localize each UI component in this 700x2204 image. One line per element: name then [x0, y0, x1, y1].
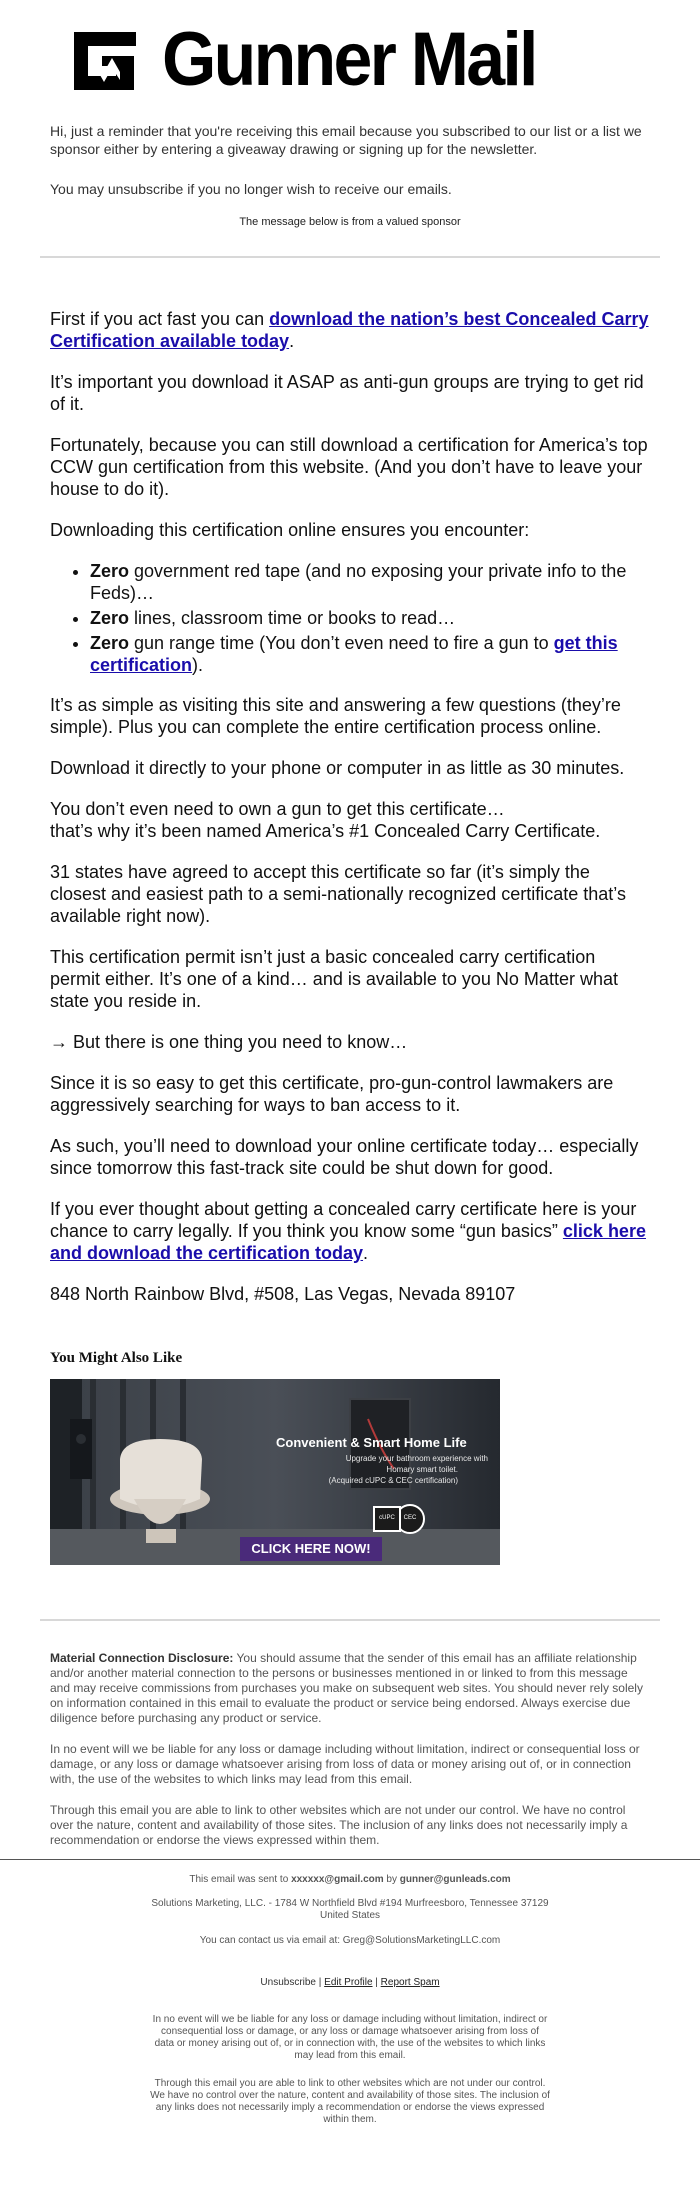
bullet-bold: Zero — [90, 608, 130, 628]
bullet-text: lines, classroom time or books to read… — [129, 608, 456, 628]
bullet-bold: Zero — [90, 561, 130, 581]
paragraph-10: → But there is one thing you need to know… — [50, 1032, 408, 1052]
bullet-after: ). — [192, 655, 204, 675]
reminder-text: Hi, just a reminder that you're receiving this email because you subscribed to our list or a list we sponsor either by entering a giveaway drawing or signing up for the newsletter. — [50, 123, 642, 157]
ad-headline: Convenient & Smart Home Life — [276, 1435, 467, 1450]
bullet-text: gun range time (You don’t even need to fire a gun to — [129, 633, 554, 653]
download-certification-cta-link[interactable]: click here and download the certification today — [50, 1221, 646, 1263]
edit-profile-link[interactable]: Edit Profile — [324, 1977, 373, 1988]
footer-links — [150, 1977, 550, 1989]
paragraph-6: Download it directly to your phone or computer in as little as 30 minutes. — [50, 758, 625, 778]
header — [0, 0, 700, 112]
gunner-logo-icon — [66, 28, 142, 94]
intro-section — [0, 122, 700, 198]
material-disclosure — [50, 1651, 650, 1726]
paragraph-12: As such, you’ll need to download your online certificate today… especially since tomorrow this fast-track site could be shut down for good. — [50, 1136, 639, 1178]
paragraph-4: Downloading this certification online ensures you encounter: — [50, 520, 530, 540]
disclosure-section — [0, 1651, 700, 1848]
divider — [40, 256, 660, 258]
divider — [40, 1619, 660, 1621]
disclosure-label: Material Connection Disclosure: — [50, 1651, 234, 1665]
get-certification-link[interactable]: get this certification — [90, 633, 618, 675]
disclosure-text: You should assume that the sender of this email has an affiliate relationship and/or another material connection to the persons or businesses mentioned in or linked to from this message and may receive commissions from purchases you make on subsequent web sites. You should never rely solely on information contained in this email to evaluate the product or service being endorsed. Always exercise due diligence before purchasing any product or service. — [50, 1651, 643, 1725]
smart-toilet-ad-banner[interactable] — [50, 1379, 500, 1565]
unsubscribe-link[interactable]: Unsubscribe — [260, 1977, 316, 1988]
footer-control-text: Through this email you are able to link to other websites which are not under our control. We have no control over the nature, content and availability of those sites. The inclusion of any links does not necessarily imply a recommendation or endorse the views expressed within them. — [150, 2078, 550, 2125]
p7-line-1: You don’t even need to own a gun to get this certificate… — [50, 799, 505, 819]
report-spam-link[interactable]: Report Spam — [380, 1977, 440, 1988]
list-item — [90, 632, 650, 676]
you-might-also-like-heading: You Might Also Like — [50, 1350, 183, 1366]
paragraph-1 — [50, 308, 650, 352]
paragraph-7 — [50, 798, 650, 842]
p1-suffix: . — [289, 331, 295, 351]
cupc-badge: cUPC — [379, 1515, 395, 1521]
paragraph-13 — [50, 1198, 650, 1264]
sponsor-message — [0, 308, 700, 1305]
ad-line-2: Homary smart toilet. — [386, 1465, 458, 1474]
separator: | — [316, 1977, 325, 1988]
p1-text: First if you act fast you can — [50, 309, 270, 329]
download-certification-link[interactable]: download the nation’s best Concealed Carry Certification available today — [50, 309, 649, 351]
sent-prefix: This email was sent to — [189, 1874, 292, 1885]
list-item — [90, 607, 650, 629]
sent-by: by — [383, 1874, 400, 1885]
divider — [0, 1859, 700, 1860]
sender-email: gunner@gunleads.com — [399, 1874, 511, 1885]
paragraph-3: Fortunately, because you can still download a certification for America’s top CCW gun certification from this website. (And you don’t have to leave your house to do it). — [50, 435, 648, 499]
cec-badge: CEC — [403, 1515, 417, 1521]
sent-to-line — [150, 1874, 550, 1886]
brand-name: Gunner Mail — [162, 17, 536, 102]
company-address: Solutions Marketing, LLC. - 1784 W Northfield Blvd #194 Murfreesboro, Tennessee 37129 United States — [151, 1898, 549, 1921]
paragraph-11: Since it is so easy to get this certificate, pro-gun-control lawmakers are aggressively searching for ways to ban access to it. — [50, 1073, 614, 1115]
p7-line-2: that’s why it’s been named America’s #1 Concealed Carry Certificate. — [50, 821, 601, 841]
p13-suffix: . — [363, 1243, 369, 1263]
benefits-list — [50, 560, 650, 676]
ad-line-1: Upgrade your bathroom experience with — [345, 1454, 488, 1463]
sponsor-address: 848 North Rainbow Blvd, #508, Las Vegas, Nevada 89107 — [50, 1284, 516, 1304]
bullet-text: government red tape (and no exposing your private info to the Feds)… — [90, 561, 627, 603]
recipient-email: xxxxxx@gmail.com — [291, 1874, 384, 1885]
paragraph-2: It’s important you download it ASAP as anti-gun groups are trying to get rid of it. — [50, 372, 644, 414]
separator: | — [372, 1977, 381, 1988]
paragraph-8: 31 states have agreed to accept this certificate so far (it’s simply the closest and easiest path to a semi-nationally recognized certificate that’s available right now). — [50, 862, 626, 926]
control-text: Through this email you are able to link to other websites which are not under our control. We have no control over the nature, content and availability of those sites. The inclusion of any links does not necessarily imply a recommendation or endorse the views expressed within them. — [50, 1803, 628, 1847]
footer — [0, 1874, 700, 2126]
list-item — [90, 560, 650, 604]
ad-cta-button[interactable]: CLICK HERE NOW! — [251, 1541, 371, 1556]
ad-line-3: (Acquired cUPC & CEC certification) — [328, 1476, 458, 1485]
footer-liability-text: In no event will we be liable for any loss or damage including without limitation, indirect or consequential loss or damage, or any loss or damage whatsoever arising from loss of data or money arising out of, or in connection with, the use of the websites to which links may lead from this email. — [152, 2014, 548, 2061]
p13-text: If you ever thought about getting a concealed carry certificate here is your chance to carry legally. If you think you know some “gun basics” — [50, 1199, 637, 1241]
bullet-bold: Zero — [90, 633, 130, 653]
contact-line: You can contact us via email at: Greg@SolutionsMarketingLLC.com — [199, 1935, 501, 1946]
liability-text: In no event will we be liable for any loss or damage including without limitation, indirect or consequential loss or damage, or any loss or damage whatsoever arising from loss of data or money arising out of, or in connection with, the use of the websites to which links may lead from this email. — [50, 1742, 640, 1786]
sponsor-note: The message below is from a valued sponsor — [239, 216, 461, 228]
unsubscribe-note: You may unsubscribe if you no longer wish to receive our emails. — [50, 181, 452, 197]
paragraph-5: It’s as simple as visiting this site and answering a few questions (they’re simple). Plus you can complete the entire certification process online. — [50, 695, 621, 737]
paragraph-9: This certification permit isn’t just a basic concealed carry certification permit either. It’s one of a kind… and is available to you No Matter what state you reside in. — [50, 947, 618, 1011]
